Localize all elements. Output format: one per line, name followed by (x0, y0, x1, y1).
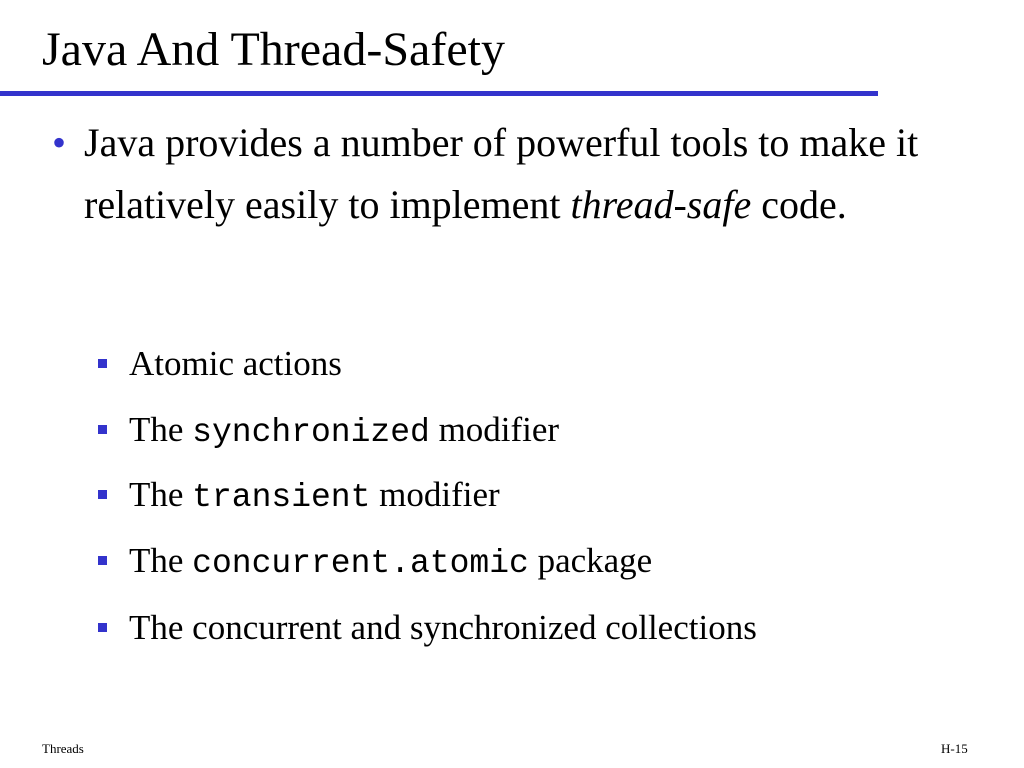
footer-section-label: Threads (42, 741, 84, 756)
square-bullet-icon (98, 425, 107, 434)
main-bullet-text (84, 112, 974, 236)
sub-item-synchronized (98, 402, 559, 461)
sub-item-prefix: The (129, 410, 193, 449)
main-text-after: code. (751, 182, 847, 227)
round-bullet-icon: • (52, 120, 67, 165)
sub-item-prefix: Atomic actions (129, 344, 342, 383)
sub-item-code: transient (192, 479, 371, 516)
sub-item-collections (98, 600, 757, 656)
sub-item-suffix: modifier (429, 410, 560, 449)
sub-item-suffix: modifier (370, 475, 500, 514)
sub-item-atomic-actions (98, 336, 342, 392)
square-bullet-icon (98, 490, 107, 499)
sub-item-prefix: The concurrent and synchronized collections (129, 608, 757, 647)
main-text-emphasis: thread-safe (570, 182, 752, 227)
sub-item-code: concurrent.atomic (192, 545, 529, 582)
square-bullet-icon (98, 556, 107, 565)
slide-title: Java And Thread-Safety (42, 23, 505, 76)
sub-item-concurrent-atomic (98, 533, 652, 592)
title-underline (0, 91, 878, 96)
sub-item-prefix: The (129, 541, 193, 580)
sub-item-suffix: package (528, 541, 653, 580)
footer-page-number: H-15 (941, 741, 968, 756)
square-bullet-icon (98, 359, 107, 368)
sub-item-transient (98, 467, 500, 526)
main-text-before: Java provides a number of powerful tools to make it relatively easily to implement (84, 120, 919, 227)
sub-item-code: synchronized (192, 414, 430, 451)
sub-item-prefix: The (129, 475, 193, 514)
square-bullet-icon (98, 623, 107, 632)
